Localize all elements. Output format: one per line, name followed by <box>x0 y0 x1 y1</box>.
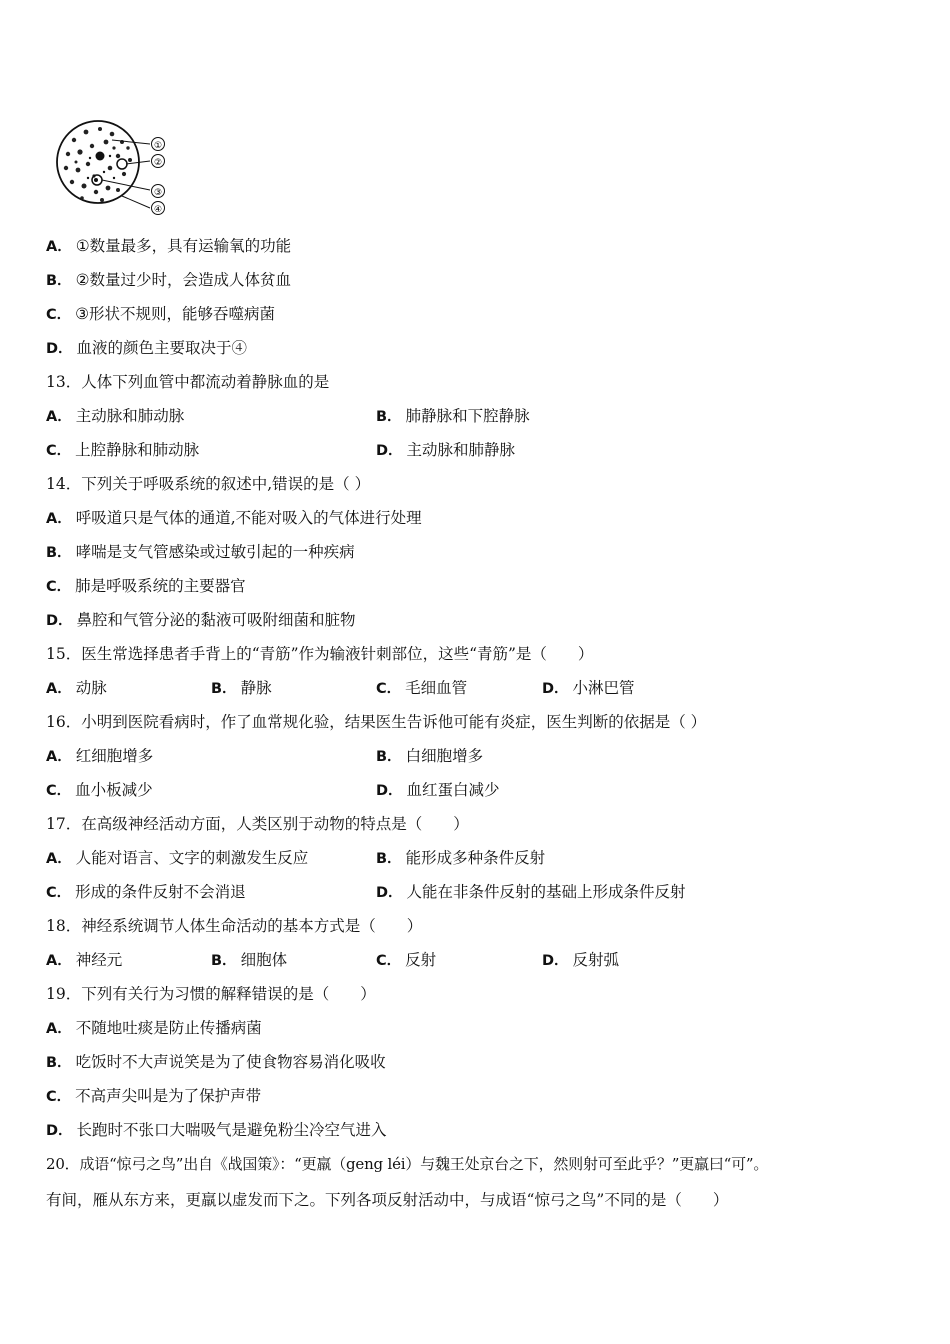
q12-option-c: C． ③形状不规则，能够吞噬病菌 <box>46 305 276 323</box>
q17-options-row1 <box>46 848 746 869</box>
q16-option-d: D． 血红蛋白减少 <box>376 781 500 799</box>
figure-label-3: ③ <box>153 188 163 198</box>
q18-option-b: B． 细胞体 <box>211 951 288 969</box>
q14-option-c: C． 肺是呼吸系统的主要器官 <box>46 577 246 595</box>
q16-option-b: B． 白细胞增多 <box>376 747 484 765</box>
blood-smear-figure <box>52 112 182 220</box>
q15-option-b: B． 静脉 <box>211 679 272 697</box>
q13-stem: 13．人体下列血管中都流动着静脉血的是 <box>46 373 330 391</box>
q13-option-c: C． 上腔静脉和肺动脉 <box>46 441 200 459</box>
q17-option-b: B． 能形成多种条件反射 <box>376 849 546 867</box>
q16-stem: 16．小明到医院看病时，作了血常规化验，结果医生告诉他可能有炎症，医生判断的依据是（ ） <box>46 713 707 731</box>
q14-option-d: D． 鼻腔和气管分泌的黏液可吸附细菌和脏物 <box>46 611 356 629</box>
q18-option-c: C． 反射 <box>376 951 437 969</box>
q16-options-row2 <box>46 780 746 801</box>
q17-stem: 17．在高级神经活动方面，人类区别于动物的特点是（ ） <box>46 815 469 833</box>
q16-option-a: A． 红细胞增多 <box>46 747 154 765</box>
q14-option-a: A． 呼吸道只是气体的通道,不能对吸入的气体进行处理 <box>46 509 422 527</box>
q20-stem-line2: 有间，雁从东方来，更羸以虚发而下之。下列各项反射活动中，与成语“惊弓之鸟”不同的是（ ） <box>46 1191 729 1209</box>
q15-option-c: C． 毛细血管 <box>376 679 468 697</box>
q17-options-row2 <box>46 882 746 903</box>
q12-option-a: A． ①数量最多，具有运输氧的功能 <box>46 237 292 255</box>
q15-option-d: D． 小淋巴管 <box>542 679 635 697</box>
q14-stem: 14．下列关于呼吸系统的叙述中,错误的是（ ） <box>46 475 371 493</box>
q18-stem: 18．神经系统调节人体生命活动的基本方式是（ ） <box>46 917 423 935</box>
q17-option-a: A． 人能对语言、文字的刺激发生反应 <box>46 849 309 867</box>
q14-option-b: B． 哮喘是支气管感染或过敏引起的一种疾病 <box>46 543 355 561</box>
q19-option-b: B． 吃饭时不大声说笑是为了使食物容易消化吸收 <box>46 1053 386 1071</box>
figure-label-1: ① <box>153 141 163 151</box>
q16-option-c: C． 血小板减少 <box>46 781 153 799</box>
q19-option-c: C． 不高声尖叫是为了保护声带 <box>46 1087 262 1105</box>
q12-option-b: B． ②数量过少时，会造成人体贫血 <box>46 271 291 289</box>
q17-option-c: C． 形成的条件反射不会消退 <box>46 883 246 901</box>
q12-option-d: D． 血液的颜色主要取决于④ <box>46 339 248 357</box>
q19-option-a: A． 不随地吐痰是防止传播病菌 <box>46 1019 262 1037</box>
q18-option-a: A． 神经元 <box>46 951 123 969</box>
q13-option-b: B． 肺静脉和下腔静脉 <box>376 407 530 425</box>
figure-label-4: ④ <box>153 205 163 215</box>
q15-option-a: A． 动脉 <box>46 679 107 697</box>
q13-options-row1 <box>46 406 746 427</box>
q15-stem: 15．医生常选择患者手背上的“青筋”作为输液针刺部位，这些“青筋”是（ ） <box>46 645 594 663</box>
figure-label-2: ② <box>153 158 163 168</box>
q13-option-a: A． 主动脉和肺动脉 <box>46 407 185 425</box>
q17-option-d: D． 人能在非条件反射的基础上形成条件反射 <box>376 883 686 901</box>
q13-options-row2 <box>46 440 746 461</box>
q19-option-d: D． 长跑时不张口大喘吸气是避免粉尘冷空气进入 <box>46 1121 387 1139</box>
q20-stem-line1: 20．成语“惊弓之鸟”出自《战国策》：“更羸（geng léi）与魏王处京台之下，然则射可至此乎？”更羸曰“可”。 <box>46 1155 769 1173</box>
q16-options-row1 <box>46 746 746 767</box>
q19-stem: 19．下列有关行为习惯的解释错误的是（ ） <box>46 985 376 1003</box>
q13-option-d: D． 主动脉和肺静脉 <box>376 441 516 459</box>
blood-smear-diagram <box>52 112 182 220</box>
q18-option-d: D． 反射弧 <box>542 951 620 969</box>
